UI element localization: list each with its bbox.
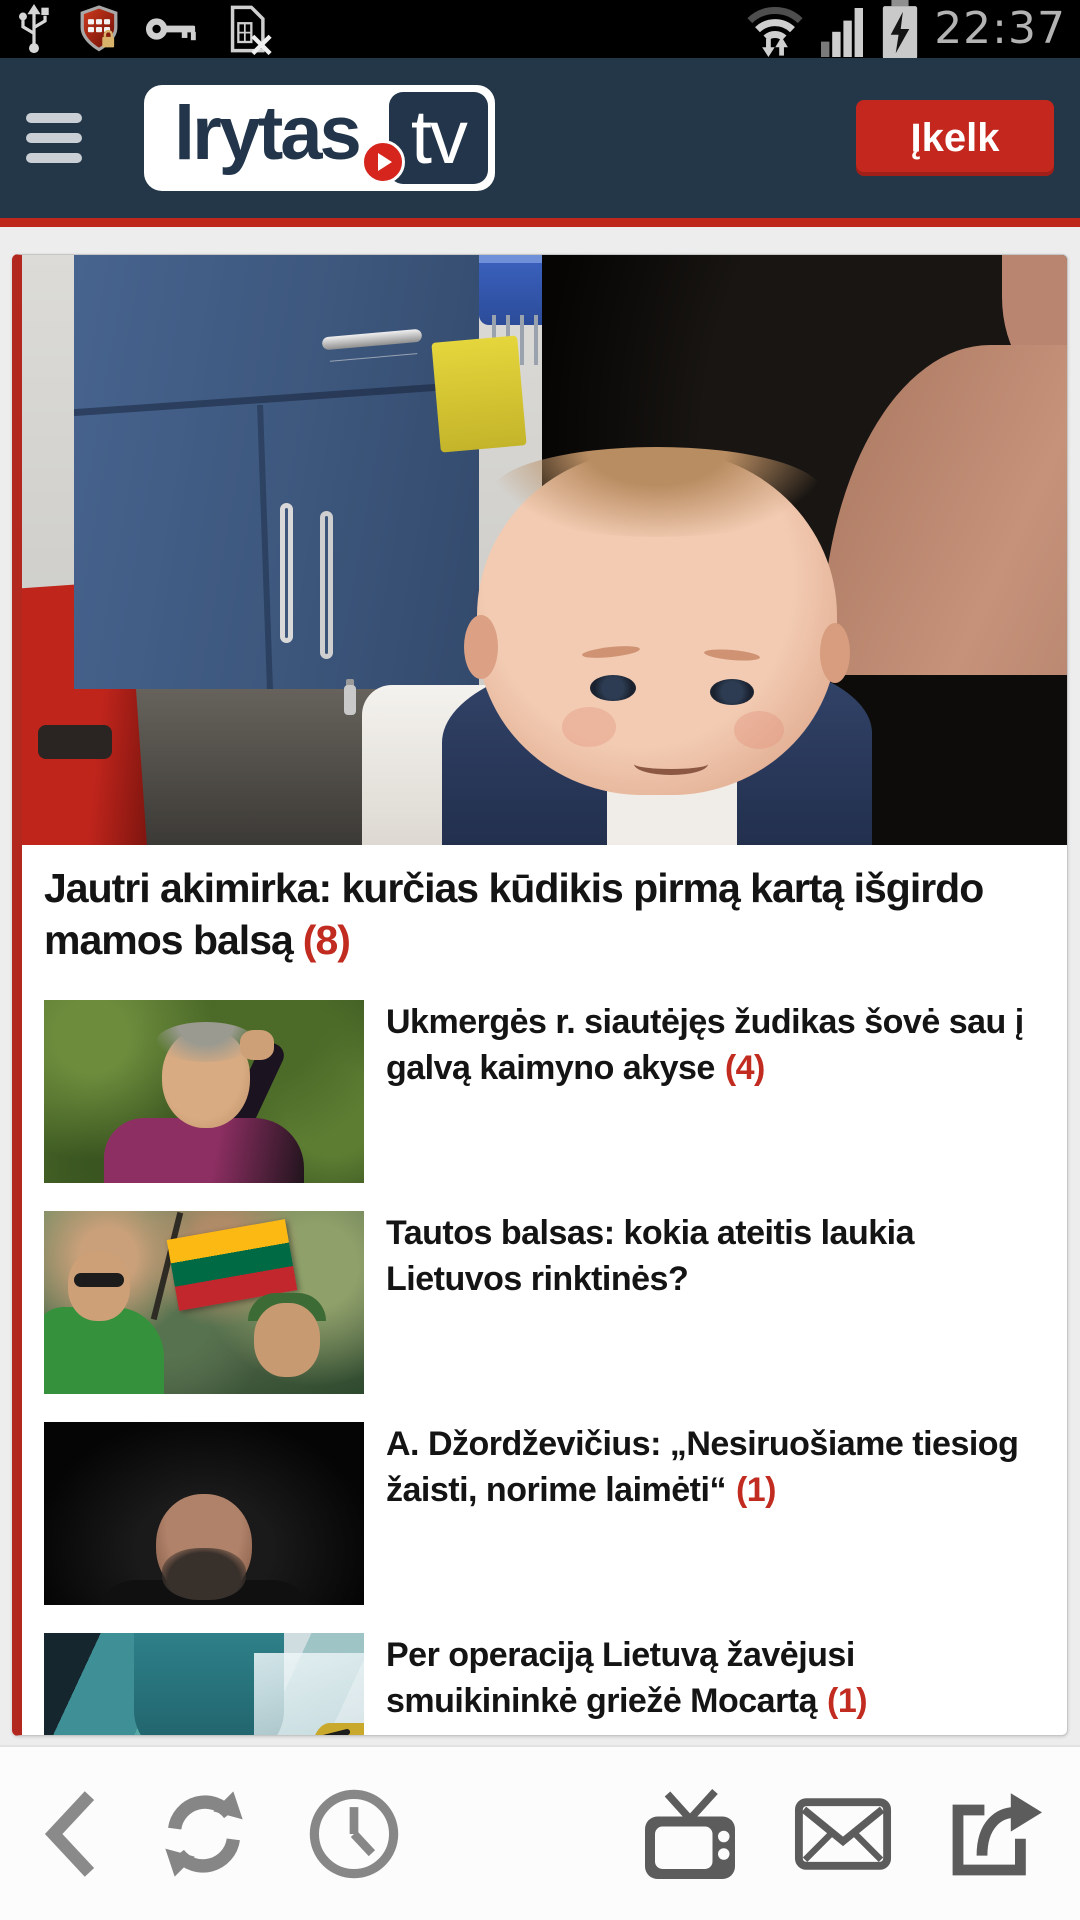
history-clock-icon — [308, 1788, 400, 1880]
featured-article-image[interactable] — [22, 255, 1067, 845]
tv-icon — [640, 1788, 740, 1880]
back-icon — [38, 1788, 100, 1880]
email-button[interactable] — [794, 1796, 892, 1872]
status-icons-right — [744, 0, 1066, 59]
article-title: A. Džordževičius: „Nesiruošiame tiesiog žaisti, norime laimėti“ (1) — [386, 1425, 1019, 1509]
article-title: Ukmergės r. siautėjęs žudikas šovė sau į galvą kaimyno akyse (4) — [386, 1003, 1024, 1087]
back-button[interactable] — [38, 1788, 100, 1880]
share-icon — [946, 1788, 1042, 1880]
play-dot-icon — [361, 140, 405, 184]
logo-tv-box — [389, 92, 488, 184]
wifi-icon — [744, 1, 806, 57]
status-bar — [0, 0, 1080, 58]
clock-time: 22:37 — [934, 3, 1066, 54]
refresh-icon — [156, 1786, 252, 1882]
article-thumbnail — [44, 1211, 364, 1394]
bottom-toolbar — [0, 1745, 1080, 1920]
news-feed-card — [12, 254, 1068, 1736]
toolbar-right-group — [640, 1788, 1042, 1880]
article-row[interactable] — [44, 1633, 1043, 1736]
article-row[interactable] — [44, 1422, 1043, 1605]
email-icon — [794, 1796, 892, 1872]
article-title: Tautos balsas: kokia ateitis laukia Lietuvos rinktinės? — [386, 1214, 914, 1298]
signal-strength-icon — [818, 1, 866, 57]
article-title: Per operaciją Lietuvą žavėjusi smuikininkė griežė Mocartą (1) — [386, 1636, 868, 1720]
no-sim-icon — [222, 3, 272, 55]
menu-hamburger-button[interactable] — [26, 113, 82, 163]
article-thumbnail — [44, 1000, 364, 1183]
antivirus-shield-icon — [76, 4, 122, 54]
article-thumbnail — [44, 1422, 364, 1605]
toolbar-left-group — [38, 1786, 400, 1882]
comment-count: (4) — [724, 1048, 765, 1087]
battery-charging-icon — [878, 0, 922, 59]
history-button[interactable] — [308, 1788, 400, 1880]
featured-title: Jautri akimirka: kurčias kūdikis pirmą kartą išgirdo mamos balsą — [44, 865, 984, 963]
refresh-button[interactable] — [156, 1786, 252, 1882]
article-row[interactable] — [44, 1000, 1043, 1183]
upload-button[interactable]: Įkelk — [856, 100, 1054, 176]
featured-comment-count: (8) — [302, 916, 350, 963]
logo-text-main: lrytas — [174, 91, 359, 176]
lrytas-tv-logo[interactable] — [144, 85, 495, 191]
share-button[interactable] — [946, 1788, 1042, 1880]
status-icons-left — [14, 3, 272, 55]
key-icon — [144, 12, 200, 46]
photo-blue-cabinet — [74, 255, 479, 689]
usb-icon — [14, 4, 54, 54]
photo-yellow-box — [431, 335, 526, 452]
comment-count: (1) — [827, 1681, 868, 1720]
logo-text-suffix: tv — [410, 95, 466, 180]
header-accent-line — [0, 218, 1080, 227]
article-thumbnail — [44, 1633, 364, 1736]
article-row[interactable] — [44, 1211, 1043, 1394]
app-header — [0, 58, 1080, 218]
comment-count: (1) — [735, 1470, 777, 1509]
featured-article-headline[interactable] — [22, 845, 1067, 972]
tv-channels-button[interactable] — [640, 1788, 740, 1880]
